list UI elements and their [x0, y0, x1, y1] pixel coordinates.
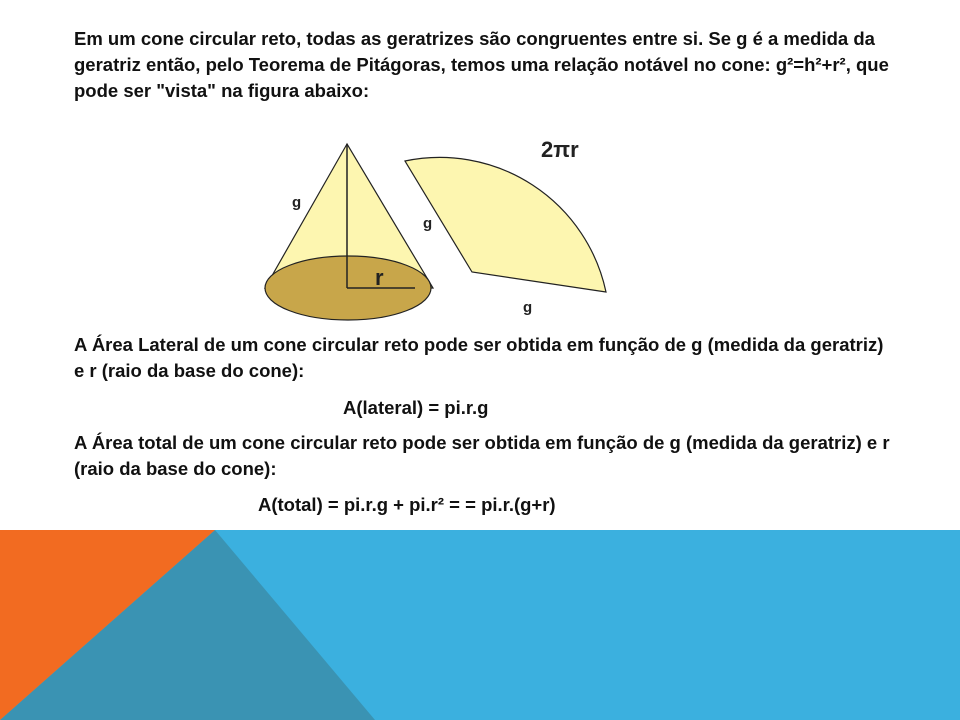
sector-arc-label: 2πr	[541, 137, 579, 162]
sector-side-label-2: g	[523, 299, 533, 316]
sector-diagram	[405, 137, 606, 316]
lateral-area-formula: A(lateral) = pi.r.g	[343, 397, 489, 418]
cone-generatrix-label: g	[292, 194, 302, 211]
sector-shape	[405, 157, 606, 292]
decorative-footer	[0, 530, 960, 720]
total-area-formula: A(total) = pi.r.g + pi.r² = = pi.r.(g+r)	[258, 494, 556, 515]
intro-paragraph: Em um cone circular reto, todas as geratrizes são congruentes entre si. Se g é a medida da geratriz então, pelo Teorema de Pitágoras, temos uma relação notável no cone: g²=h²+r², que pode ser "vista" na figura abaixo:	[74, 28, 889, 101]
lateral-area-paragraph: A Área Lateral de um cone circular reto pode ser obtida em função de g (medida da geratriz) e r (raio da base do cone):	[74, 334, 884, 381]
cone-figure	[255, 128, 625, 328]
cone-radius-label: r	[375, 265, 384, 290]
cone-diagram	[265, 144, 433, 320]
total-area-paragraph: A Área total de um cone circular reto pode ser obtida em função de g (medida da geratriz) e r (raio da base do cone):	[74, 432, 890, 479]
sector-side-label-1: g	[423, 215, 433, 232]
